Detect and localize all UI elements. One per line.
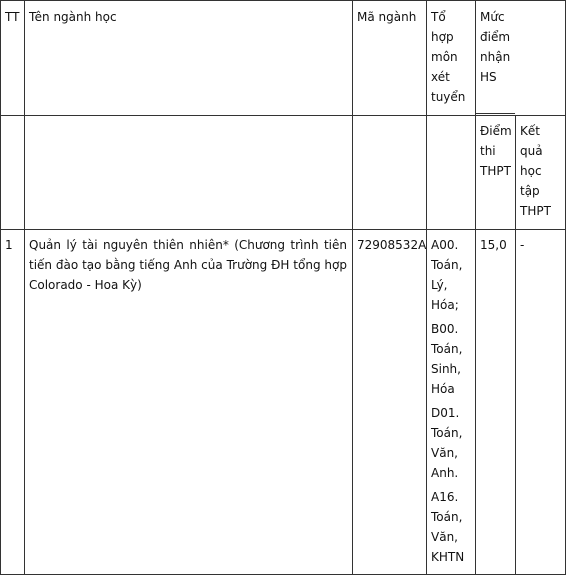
header-ket-qua-line: quả — [520, 144, 543, 158]
table-border-top — [0, 0, 566, 1]
header-muc-diem-line: điểm — [480, 30, 511, 44]
to-hop-line: Văn, — [431, 530, 458, 544]
header-muc-diem-line: HS — [480, 70, 497, 84]
row-diem-thi: 15,0 — [480, 238, 507, 252]
to-hop-line: KHTN — [431, 550, 465, 564]
header-to-hop — [431, 7, 465, 107]
to-hop-line: Hóa — [431, 382, 455, 396]
header-diem-thi-line: THPT — [480, 164, 511, 178]
row-ket-qua: - — [520, 238, 525, 252]
col-line-4 — [475, 0, 476, 575]
row-to-hop-a00 — [431, 235, 462, 315]
to-hop-line: Anh. — [431, 466, 459, 480]
col-line-1 — [24, 0, 25, 575]
header-muc-diem — [480, 7, 510, 87]
header-diem-thi — [480, 121, 512, 181]
col-line-3 — [426, 0, 427, 575]
to-hop-line: Toán, — [431, 258, 463, 272]
row-tt: 1 — [5, 238, 13, 252]
to-hop-line: D01. — [431, 406, 460, 420]
header-muc-diem-line: Mức — [480, 10, 505, 24]
row-to-hop-a16 — [431, 487, 464, 567]
header-ket-qua-line: Kết — [520, 124, 540, 138]
body-divider — [0, 229, 566, 230]
col-line-0 — [0, 0, 1, 575]
header-diem-thi-line: thi — [480, 144, 496, 158]
to-hop-line: Lý, — [431, 278, 448, 292]
col-line-6 — [565, 0, 566, 575]
to-hop-line: Sinh, — [431, 362, 461, 376]
col-line-5 — [515, 115, 516, 575]
row-to-hop-b00 — [431, 319, 462, 399]
header-tt: TT — [5, 10, 20, 24]
header-ma-nganh: Mã ngành — [357, 10, 417, 24]
to-hop-line: Toán, — [431, 426, 463, 440]
header-ket-qua — [520, 121, 551, 221]
subheader-divider — [475, 113, 515, 114]
header-diem-thi-line: Điểm — [480, 124, 512, 138]
header-divider — [0, 115, 566, 116]
to-hop-line: Văn, — [431, 446, 458, 460]
header-ket-qua-line: tập — [520, 184, 540, 198]
to-hop-line: A00. — [431, 238, 459, 252]
header-to-hop-line: hợp — [431, 30, 454, 44]
header-ten-nganh: Tên ngành học — [29, 10, 117, 24]
header-to-hop-line: xét — [431, 70, 450, 84]
table-border-bottom — [0, 574, 566, 575]
header-ket-qua-line: học — [520, 164, 542, 178]
to-hop-line: A16. — [431, 490, 459, 504]
row-to-hop-d01 — [431, 403, 462, 483]
header-to-hop-line: môn — [431, 50, 458, 64]
row-ma-nganh: 72908532A — [357, 238, 427, 252]
header-to-hop-line: tuyển — [431, 90, 466, 104]
row-ten-nganh: Quản lý tài nguyên thiên nhiên* (Chương trình tiên tiến đào tạo bằng tiếng Anh của Trường ĐH tổng hợp Colorado - Hoa Kỳ) — [29, 238, 347, 292]
to-hop-line: Toán, — [431, 510, 463, 524]
header-ket-qua-line: THPT — [520, 204, 551, 218]
header-muc-diem-line: nhận — [480, 50, 511, 64]
col-line-2 — [352, 0, 353, 575]
to-hop-line: B00. — [431, 322, 459, 336]
to-hop-line: Toán, — [431, 342, 463, 356]
header-to-hop-line: Tổ — [431, 10, 446, 24]
to-hop-line: Hóa; — [431, 298, 459, 312]
